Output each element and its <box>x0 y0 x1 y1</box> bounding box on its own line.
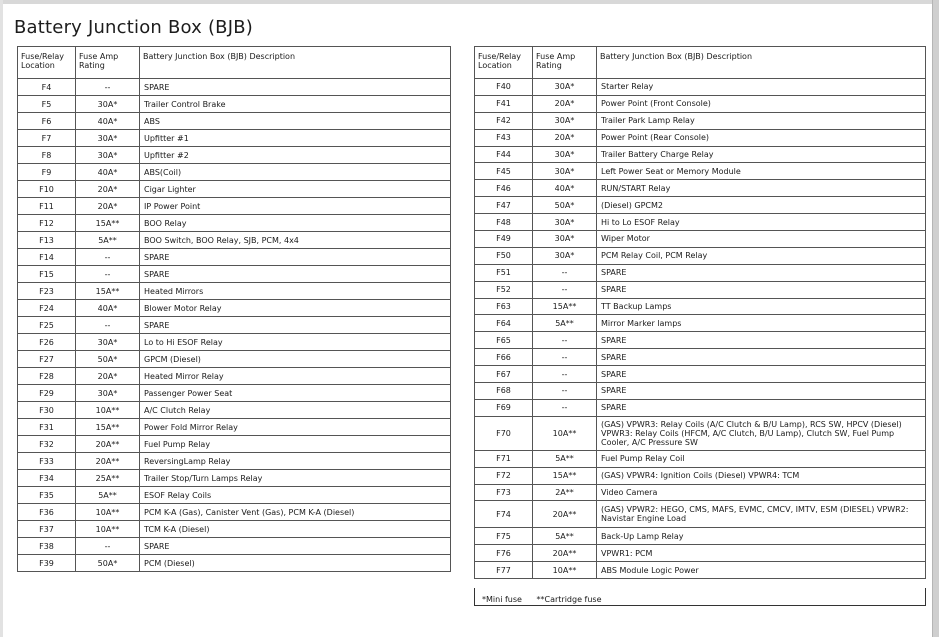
window-top-edge <box>0 0 939 4</box>
fuse-amp-cell: 10A** <box>76 402 140 419</box>
table-row <box>475 315 926 332</box>
fuse-location-cell: F23 <box>18 283 76 300</box>
table-row <box>18 130 451 147</box>
fuse-description-cell: Mirror Marker lamps <box>597 315 926 332</box>
table-row <box>475 332 926 349</box>
fuse-amp-cell: 30A* <box>533 79 597 96</box>
table-row <box>475 163 926 180</box>
fuse-location-cell: F75 <box>475 528 533 545</box>
fuse-amp-cell: 20A* <box>533 129 597 146</box>
fuse-amp-cell: 30A* <box>533 163 597 180</box>
fuse-amp-cell: 30A* <box>533 247 597 264</box>
fuse-amp-cell: -- <box>533 264 597 281</box>
table-row <box>18 368 451 385</box>
fuse-description-cell: BOO Relay <box>140 215 451 232</box>
fuse-description-cell: Power Point (Rear Console) <box>597 129 926 146</box>
fuse-location-cell: F11 <box>18 198 76 215</box>
fuse-location-cell: F13 <box>18 232 76 249</box>
table-row <box>18 215 451 232</box>
table-row <box>18 453 451 470</box>
fuse-description-cell: Passenger Power Seat <box>140 385 451 402</box>
fuse-location-cell: F15 <box>18 266 76 283</box>
right-fuse-table <box>474 46 926 579</box>
header-location: Fuse/Relay Location <box>475 47 533 79</box>
fuse-description-cell: RUN/START Relay <box>597 180 926 197</box>
fuse-description-cell: SPARE <box>597 264 926 281</box>
table-row <box>18 487 451 504</box>
fuse-description-cell: Wiper Motor <box>597 231 926 248</box>
fuse-amp-cell: 40A* <box>76 113 140 130</box>
fuse-description-cell: SPARE <box>597 383 926 400</box>
fuse-location-cell: F29 <box>18 385 76 402</box>
fuse-description-cell: Upfitter #2 <box>140 147 451 164</box>
fuse-description-cell: ESOF Relay Coils <box>140 487 451 504</box>
fuse-location-cell: F63 <box>475 298 533 315</box>
fuse-amp-cell: 20A** <box>533 501 597 528</box>
fuse-location-cell: F8 <box>18 147 76 164</box>
table-row <box>18 504 451 521</box>
table-row <box>18 521 451 538</box>
fuse-location-cell: F42 <box>475 112 533 129</box>
fuse-amp-cell: 5A** <box>533 528 597 545</box>
table-row <box>475 349 926 366</box>
fuse-amp-cell: 20A* <box>533 95 597 112</box>
table-row <box>475 484 926 501</box>
fuse-description-cell: Fuel Pump Relay Coil <box>597 450 926 467</box>
table-row <box>18 470 451 487</box>
table-header-row <box>18 47 451 79</box>
fuse-location-cell: F38 <box>18 538 76 555</box>
fuse-amp-cell: -- <box>533 399 597 416</box>
fuse-description-cell: (GAS) VPWR3: Relay Coils (A/C Clutch & B/U Lamp), RCS SW, HPCV (Diesel) VPWR3: Relay Coils (HFCM, A/C Clutch, B/U Lamp), Clutch SW, Fuel Pump Cooler, A/C Pressure SW <box>597 416 926 450</box>
fuse-amp-cell: 10A** <box>533 562 597 579</box>
header-amp: Fuse Amp Rating <box>533 47 597 79</box>
table-row <box>475 545 926 562</box>
fuse-location-cell: F37 <box>18 521 76 538</box>
fuse-amp-cell: 25A** <box>76 470 140 487</box>
left-table-body <box>18 79 451 572</box>
table-row <box>18 419 451 436</box>
fuse-location-cell: F32 <box>18 436 76 453</box>
fuse-description-cell: SPARE <box>597 399 926 416</box>
fuse-description-cell: ABS <box>140 113 451 130</box>
table-row <box>18 317 451 334</box>
fuse-description-cell: SPARE <box>597 281 926 298</box>
fuse-amp-cell: 30A* <box>76 385 140 402</box>
table-header-row <box>475 47 926 79</box>
table-row <box>18 232 451 249</box>
table-row <box>18 113 451 130</box>
fuse-description-cell: ABS(Coil) <box>140 164 451 181</box>
fuse-location-cell: F5 <box>18 96 76 113</box>
fuse-amp-cell: 5A** <box>533 450 597 467</box>
table-row <box>18 555 451 572</box>
fuse-amp-cell: 30A* <box>76 334 140 351</box>
fuse-amp-cell: 2A** <box>533 484 597 501</box>
table-row <box>475 281 926 298</box>
fuse-location-cell: F64 <box>475 315 533 332</box>
fuse-location-cell: F36 <box>18 504 76 521</box>
fuse-description-cell: SPARE <box>597 332 926 349</box>
fuse-amp-cell: 15A** <box>76 215 140 232</box>
fuse-location-cell: F72 <box>475 467 533 484</box>
table-row <box>475 95 926 112</box>
fuse-location-cell: F52 <box>475 281 533 298</box>
fuse-description-cell: PCM (Diesel) <box>140 555 451 572</box>
fuse-location-cell: F34 <box>18 470 76 487</box>
fuse-location-cell: F41 <box>475 95 533 112</box>
table-row <box>475 129 926 146</box>
fuse-amp-cell: 40A* <box>76 164 140 181</box>
fuse-amp-cell: 15A** <box>76 419 140 436</box>
table-row <box>475 501 926 528</box>
fuse-description-cell: Fuel Pump Relay <box>140 436 451 453</box>
fuse-location-cell: F66 <box>475 349 533 366</box>
fuse-description-cell: Video Camera <box>597 484 926 501</box>
table-row <box>18 300 451 317</box>
fuse-location-cell: F24 <box>18 300 76 317</box>
fuse-location-cell: F51 <box>475 264 533 281</box>
table-row <box>475 467 926 484</box>
fuse-amp-cell: 30A* <box>533 112 597 129</box>
table-row <box>475 450 926 467</box>
fuse-location-cell: F25 <box>18 317 76 334</box>
fuse-amp-cell: 15A** <box>533 467 597 484</box>
fuse-location-cell: F71 <box>475 450 533 467</box>
fuse-description-cell: BOO Switch, BOO Relay, SJB, PCM, 4x4 <box>140 232 451 249</box>
fuse-description-cell: Blower Motor Relay <box>140 300 451 317</box>
table-row <box>475 79 926 96</box>
fuse-amp-cell: 50A* <box>533 197 597 214</box>
table-row <box>18 198 451 215</box>
fuse-location-cell: F40 <box>475 79 533 96</box>
fuse-location-cell: F26 <box>18 334 76 351</box>
fuse-description-cell: PCM K-A (Gas), Canister Vent (Gas), PCM K-A (Diesel) <box>140 504 451 521</box>
fuse-amp-cell: 15A** <box>76 283 140 300</box>
left-fuse-table <box>17 46 451 572</box>
fuse-description-cell: Heated Mirror Relay <box>140 368 451 385</box>
fuse-location-cell: F33 <box>18 453 76 470</box>
fuse-location-cell: F46 <box>475 180 533 197</box>
fuse-description-cell: TT Backup Lamps <box>597 298 926 315</box>
fuse-location-cell: F4 <box>18 79 76 96</box>
fuse-location-cell: F48 <box>475 214 533 231</box>
fuse-description-cell: Upfitter #1 <box>140 130 451 147</box>
fuse-description-cell: SPARE <box>140 249 451 266</box>
table-row <box>475 528 926 545</box>
fuse-location-cell: F69 <box>475 399 533 416</box>
fuse-description-cell: GPCM (Diesel) <box>140 351 451 368</box>
table-row <box>18 79 451 96</box>
table-row <box>475 197 926 214</box>
fuse-description-cell: ABS Module Logic Power <box>597 562 926 579</box>
fuse-location-cell: F31 <box>18 419 76 436</box>
header-amp: Fuse Amp Rating <box>76 47 140 79</box>
fuse-amp-cell: 20A** <box>76 453 140 470</box>
fuse-description-cell: SPARE <box>140 317 451 334</box>
fuse-amp-cell: -- <box>76 266 140 283</box>
fuse-amp-cell: 20A* <box>76 198 140 215</box>
fuse-description-cell: Trailer Stop/Turn Lamps Relay <box>140 470 451 487</box>
fuse-amp-cell: 30A* <box>76 130 140 147</box>
fuse-amp-cell: 20A** <box>533 545 597 562</box>
table-row <box>18 538 451 555</box>
footnote-mini: *Mini fuse <box>482 595 522 604</box>
fuse-amp-cell: 30A* <box>533 146 597 163</box>
fuse-location-cell: F68 <box>475 383 533 400</box>
fuse-amp-cell: 5A** <box>76 487 140 504</box>
fuse-amp-cell: -- <box>76 79 140 96</box>
fuse-description-cell: Heated Mirrors <box>140 283 451 300</box>
fuse-location-cell: F65 <box>475 332 533 349</box>
fuse-location-cell: F45 <box>475 163 533 180</box>
fuse-amp-cell: 50A* <box>76 555 140 572</box>
fuse-location-cell: F14 <box>18 249 76 266</box>
fuse-description-cell: SPARE <box>597 366 926 383</box>
page-title: Battery Junction Box (BJB) <box>14 17 253 38</box>
fuse-description-cell: Left Power Seat or Memory Module <box>597 163 926 180</box>
fuse-description-cell: VPWR1: PCM <box>597 545 926 562</box>
fuse-description-cell: TCM K-A (Diesel) <box>140 521 451 538</box>
table-row <box>18 147 451 164</box>
fuse-location-cell: F39 <box>18 555 76 572</box>
fuse-location-cell: F70 <box>475 416 533 450</box>
table-row <box>475 112 926 129</box>
table-row <box>475 562 926 579</box>
table-row <box>475 383 926 400</box>
fuse-amp-cell: -- <box>533 383 597 400</box>
fuse-description-cell: PCM Relay Coil, PCM Relay <box>597 247 926 264</box>
fuse-location-cell: F35 <box>18 487 76 504</box>
table-row <box>475 247 926 264</box>
fuse-amp-cell: -- <box>76 538 140 555</box>
header-description: Battery Junction Box (BJB) Description <box>140 47 451 79</box>
table-row <box>18 283 451 300</box>
fuse-description-cell: SPARE <box>140 79 451 96</box>
table-row <box>18 249 451 266</box>
fuse-amp-cell: 40A* <box>76 300 140 317</box>
table-row <box>475 399 926 416</box>
fuse-amp-cell: 20A* <box>76 368 140 385</box>
fuse-description-cell: Power Point (Front Console) <box>597 95 926 112</box>
table-row <box>18 181 451 198</box>
fuse-description-cell: A/C Clutch Relay <box>140 402 451 419</box>
fuse-location-cell: F9 <box>18 164 76 181</box>
table-row <box>475 298 926 315</box>
table-row <box>18 164 451 181</box>
fuse-location-cell: F50 <box>475 247 533 264</box>
fuse-location-cell: F10 <box>18 181 76 198</box>
fuse-description-cell: Trailer Control Brake <box>140 96 451 113</box>
fuse-amp-cell: -- <box>533 349 597 366</box>
table-row <box>475 231 926 248</box>
table-row <box>475 214 926 231</box>
fuse-description-cell: (GAS) VPWR2: HEGO, CMS, MAFS, EVMC, CMCV, IMTV, ESM (DIESEL) VPWR2: Navistar Engine Load <box>597 501 926 528</box>
window-scrollbar[interactable] <box>932 0 939 637</box>
fuse-amp-cell: 30A* <box>533 214 597 231</box>
fuse-description-cell: SPARE <box>140 266 451 283</box>
table-row <box>475 146 926 163</box>
fuse-location-cell: F73 <box>475 484 533 501</box>
table-row <box>18 385 451 402</box>
fuse-location-cell: F49 <box>475 231 533 248</box>
fuse-location-cell: F27 <box>18 351 76 368</box>
fuse-location-cell: F74 <box>475 501 533 528</box>
footnote-cartridge: **Cartridge fuse <box>536 595 602 604</box>
table-row <box>475 264 926 281</box>
fuse-amp-cell: 5A** <box>76 232 140 249</box>
fuse-description-cell: Trailer Battery Charge Relay <box>597 146 926 163</box>
fuse-amp-cell: 30A* <box>76 96 140 113</box>
window-left-edge <box>0 0 3 637</box>
fuse-amp-cell: 15A** <box>533 298 597 315</box>
fuse-location-cell: F76 <box>475 545 533 562</box>
fuse-description-cell: SPARE <box>140 538 451 555</box>
fuse-amp-cell: 30A* <box>533 231 597 248</box>
table-row <box>475 416 926 450</box>
fuse-amp-cell: -- <box>533 366 597 383</box>
table-row <box>18 436 451 453</box>
table-row <box>18 96 451 113</box>
fuse-amp-cell: 10A** <box>76 521 140 538</box>
fuse-amp-cell: 5A** <box>533 315 597 332</box>
table-row <box>475 180 926 197</box>
table-row <box>18 402 451 419</box>
fuse-amp-cell: -- <box>533 281 597 298</box>
fuse-location-cell: F47 <box>475 197 533 214</box>
fuse-location-cell: F43 <box>475 129 533 146</box>
table-row <box>18 334 451 351</box>
fuse-amp-cell: 20A** <box>76 436 140 453</box>
table-row <box>475 366 926 383</box>
fuse-amp-cell: 40A* <box>533 180 597 197</box>
fuse-description-cell: Starter Relay <box>597 79 926 96</box>
fuse-description-cell: Back-Up Lamp Relay <box>597 528 926 545</box>
table-row <box>18 266 451 283</box>
fuse-location-cell: F12 <box>18 215 76 232</box>
fuse-location-cell: F77 <box>475 562 533 579</box>
fuse-description-cell: IP Power Point <box>140 198 451 215</box>
fuse-amp-cell: -- <box>76 317 140 334</box>
fuse-description-cell: (GAS) VPWR4: Ignition Coils (Diesel) VPWR4: TCM <box>597 467 926 484</box>
fuse-amp-cell: -- <box>533 332 597 349</box>
fuse-location-cell: F67 <box>475 366 533 383</box>
fuse-amp-cell: 10A** <box>76 504 140 521</box>
fuse-description-cell: SPARE <box>597 349 926 366</box>
fuse-location-cell: F28 <box>18 368 76 385</box>
fuse-location-cell: F30 <box>18 402 76 419</box>
fuse-location-cell: F6 <box>18 113 76 130</box>
fuse-location-cell: F44 <box>475 146 533 163</box>
fuse-description-cell: Cigar Lighter <box>140 181 451 198</box>
right-table-body <box>475 79 926 579</box>
fuse-description-cell: Trailer Park Lamp Relay <box>597 112 926 129</box>
table-row <box>18 351 451 368</box>
header-description: Battery Junction Box (BJB) Description <box>597 47 926 79</box>
header-location: Fuse/Relay Location <box>18 47 76 79</box>
fuse-description-cell: ReversingLamp Relay <box>140 453 451 470</box>
fuse-amp-cell: 10A** <box>533 416 597 450</box>
fuse-amp-cell: -- <box>76 249 140 266</box>
fuse-amp-cell: 20A* <box>76 181 140 198</box>
fuse-description-cell: Hi to Lo ESOF Relay <box>597 214 926 231</box>
fuse-location-cell: F7 <box>18 130 76 147</box>
fuse-description-cell: Lo to Hi ESOF Relay <box>140 334 451 351</box>
fuse-description-cell: (Diesel) GPCM2 <box>597 197 926 214</box>
fuse-amp-cell: 30A* <box>76 147 140 164</box>
footnotes <box>482 595 614 604</box>
fuse-amp-cell: 50A* <box>76 351 140 368</box>
fuse-description-cell: Power Fold Mirror Relay <box>140 419 451 436</box>
